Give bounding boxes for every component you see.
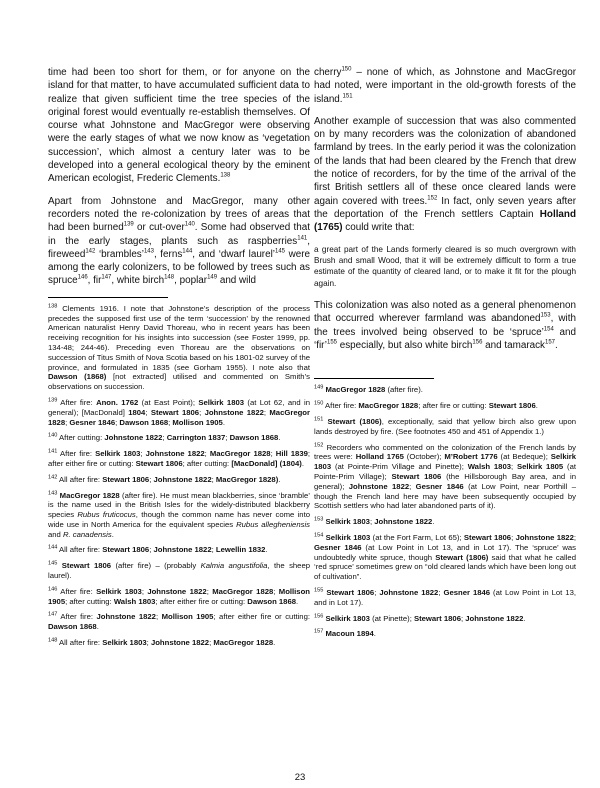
footnote-rule xyxy=(314,378,434,379)
footnote-141: $^{141}$ After fire: Selkirk 1803; Johnstone 1822; MacGregor 1828; Hill 1839; after either fire or cutting: Stewart 1806; after cutting: [MacDonald] (1804). xyxy=(48,448,311,468)
body-paragraph: Another example of succession that was also commented on by many recorders was the colonization of abandoned farmland by trees. In the early period it was the colonization of the lands that had been cleared by the French that drew the notice of recorders, for by the time of the arrival of the first British settlers all of these once cleared lands were again covered with trees.$^{152}$ In fact, only seven years after the deportation of the French settlers Captain Holland (1765) could write that: xyxy=(314,115,576,234)
footnote-153: $^{153}$ Selkirk 1803; Johnstone 1822. xyxy=(314,516,435,527)
footnote-156: $^{156}$ Selkirk 1803 (at Pinette); Stewart 1806; Johnstone 1822. xyxy=(314,612,526,623)
body-paragraph: cherry$^{150}$ – none of which, as Johnstone and MacGregor had noted, were important in the old-growth forests of the island.$^{151}$ xyxy=(314,66,576,105)
footnote-150: $^{150}$ After fire: MacGregor 1828; after fire or cutting: Stewart 1806. xyxy=(314,400,538,411)
right-column xyxy=(314,66,576,645)
footnote-151: $^{151}$ Stewart (1806), exceptionally, said that yellow birch also grew upon lands destroyed by fire. (See footnotes 450 and 451 of Appendix 1.) xyxy=(314,416,576,436)
footnote-155: $^{155}$ Stewart 1806; Johnstone 1822; Gesner 1846 (at Low Point in Lot 13, and in Lot 17). xyxy=(314,587,576,607)
body-paragraph: Apart from Johnstone and MacGregor, many other recorders noted the re-colonization by trees of areas that had been burned$^{139}$ or cut-over$^{140}$. Some had observed that in the early stages, plants such as raspberries$^{141}$, fireweed$^{142}$ ‘brambles’$^{143}$, ferns$^{144}$, and ‘dwarf laurel’$^{145}$ were among the early colonizers, to be followed by trees such as spruce$^{146}$, fir$^{147}$, white birch$^{148}$, poplar$^{149}$ and wild xyxy=(48,195,310,287)
footnote-144: $^{144}$ All after fire: Stewart 1806; Johnstone 1822; Lewellin 1832. xyxy=(48,544,268,555)
footnote-139: $^{139}$ After fire: Anon. 1762 (at East Point); Selkirk 1803 (at Lot 62, and in general); [MacDonald] 1804; Stewart 1806; Johnstone 1822; MacGregor 1828; Gesner 1846; Dawson 1868; Mollison 1905. xyxy=(48,397,310,427)
left-column xyxy=(48,66,310,654)
footnote-146: $^{146}$ After fire: Selkirk 1803; Johnstone 1822; MacGregor 1828; Mollison 1905; after cutting: Walsh 1803; after either fire or cutting: Dawson 1868. xyxy=(48,586,310,606)
footnote-140: $^{140}$ After cutting: Johnstone 1822; Carrington 1837; Dawson 1868. xyxy=(48,432,281,443)
footnote-149: $^{149}$ MacGregor 1828 (after fire). xyxy=(314,384,423,395)
footnote-145: $^{145}$ Stewart 1806 (after fire) – (probably Kalmia angustifolia, the sheep laurel). xyxy=(48,560,311,581)
footnote-rule xyxy=(48,297,168,298)
block-quote: a great part of the Lands formerly cleared is so much overgrown with Brush and small Wood, that it will be extremely difficult to form a true estimate of the quantity of cleared land, or to make it fit for the plough again. xyxy=(314,244,576,288)
footnote-138: $^{138}$ Clements 1916. I note that Johnstone’s description of the process precedes the supposed first use of the term ‘succession’ by the renowned American naturalist Henry David Thoreau, who in recent years has been receiving recognition for his insights into succession (see Foster 1999, pp. 134-48; 244-46). Preceding even Thoreau are the observations on succession of Titus Smith of Nova Scotia based on his 1801-02 survey of the province, and formulated in 1835 (see Gorham 1955). I note also that Dawson (1868) [not extracted] utilised and commented on Smith’s observations on succession. xyxy=(48,303,310,392)
footnote-142: $^{142}$ All after fire: Stewart 1806; Johnstone 1822; MacGregor 1828). xyxy=(48,474,281,484)
footnote-152: $^{152}$ Recorders who commented on the colonization of the French lands by trees were: Holland 1765 (October); M’Robert 1776 (at Bedeque); Selkirk 1803 (at Pointe-Prim Village and Pinette); Walsh 1803; Selkirk 1805 (at Pointe-Prim Village); Stewart 1806 (the Hillsborough Bay area, and in general); Johnstone 1822; Gesner 1846 (at Low Point, near Porthill – though the French land here may have been subsequently occupied by Scottish settlers who had later abandoned parts of it). xyxy=(314,442,576,511)
page-number: 23 xyxy=(294,772,306,783)
footnote-147: $^{147}$ After fire: Johnstone 1822; Mollison 1905; after either fire or cutting: Dawson 1868. xyxy=(48,611,310,632)
footnote-143: $^{143}$ MacGregor 1828 (after fire). He must mean blackberries, since ‘bramble’ is the name used in the British Isles for the widely-distributed blackberry species Rubus fruticocus, though the common name has never come into wide use in North America for the equivalent species Rubus allegheniensis and R. canadensis. xyxy=(48,489,310,539)
footnote-157: $^{157}$ Macoun 1894. xyxy=(314,628,376,639)
body-paragraph: time had been too short for them, or for anyone on the island for that matter, to have accumulated sufficient data to realize that given sufficient time the tree species of the original forest would eventually re-establish themselves. Of course what Johnstone and MacGregor were observing were the early stages of what we now know as ‘vegetation succession’, which almost a century later was to be developed into a general ecological theory by the eminent American ecologist, Frederic Clements.$^{138}$ xyxy=(48,67,310,185)
footnote-148: $^{148}$ All after fire: Selkirk 1803; Johnstone 1822; MacGregor 1828. xyxy=(48,637,276,648)
footnote-154: $^{154}$ Selkirk 1803 (at the Fort Farm, Lot 65); Stewart 1806; Johnstone 1822; Gesner 1846 (at Low Point in Lot 13, and in Lot 17). The ‘spruce’ was undoubtedly white spruce, though Stewart (1806) said that what he called ‘red spruce’ sometimes grew on “old cleared lands which have been long out of cultivation”. xyxy=(314,532,576,582)
body-paragraph: This colonization was also noted as a general phenomenon that occurred wherever farmland was abandoned$^{153}$, with the trees involved being observed to be ‘spruce’$^{154}$ and ‘fir’$^{155}$ especially, but also white birch$^{156}$ and tamarack$^{157}$. xyxy=(314,300,576,352)
